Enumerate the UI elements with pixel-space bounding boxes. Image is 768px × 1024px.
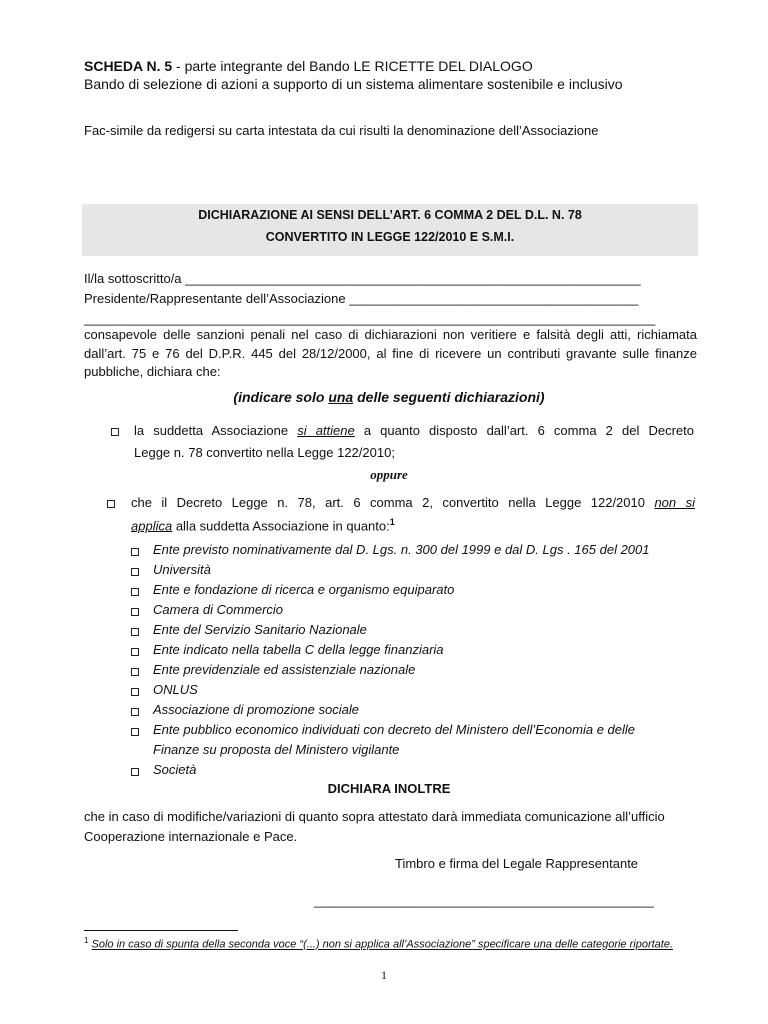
option2-line1 — [131, 494, 695, 512]
checkbox-icon — [131, 548, 139, 556]
option2-line2 — [131, 513, 395, 535]
instruction-line — [84, 389, 694, 405]
checkbox-icon — [131, 568, 139, 576]
footnote-ref: 1 — [389, 517, 395, 527]
category-item: Ente e fondazione di ricerca e organismo equiparato — [153, 582, 455, 597]
dichiara-inoltre-heading: DICHIARA INOLTRE — [327, 781, 451, 796]
declaration-title-line2: CONVERTITO IN LEGGE 122/2010 E S.M.I. — [265, 230, 515, 244]
checkbox-icon — [131, 708, 139, 716]
option1-post: a quanto disposto dall’art. 6 comma 2 del Decreto — [354, 423, 694, 438]
option1-em: si attiene — [297, 423, 355, 438]
signature-label: Timbro e firma del Legale Rappresentante — [395, 856, 639, 871]
category-item: ONLUS — [153, 682, 198, 697]
category-item: Ente del Servizio Sanitario Nazionale — [153, 622, 367, 637]
category-item: Ente previsto nominativamente dal D. Lgs. n. 300 del 1999 e dal D. Lgs . 165 del 2001 — [153, 542, 650, 557]
instruction-post: delle seguenti dichiarazioni) — [353, 389, 545, 405]
category-item: Associazione di promozione sociale — [153, 702, 359, 717]
instruction-una: una — [328, 389, 354, 405]
checkbox-icon — [131, 608, 139, 616]
category-item: Ente indicato nella tabella C della legge finanziaria — [153, 642, 444, 657]
category-item: Ente pubblico economico individuati con decreto del Ministero dell’Economia e delle — [153, 722, 636, 737]
checkbox-icon — [131, 588, 139, 596]
scheda-number: SCHEDA N. 5 — [84, 58, 173, 74]
sottoscritto-field: Il/la sottoscritto/a _______________________________________________________________ — [84, 271, 641, 286]
option1-line1 — [134, 422, 694, 440]
declaration-title-line1: DICHIARAZIONE AI SENSI DELL’ART. 6 COMMA 2 DEL D.L. N. 78 — [198, 208, 582, 222]
instruction-pre: (indicare solo — [233, 389, 329, 405]
closing-line1: che in caso di modifiche/variazioni di quanto sopra attestato darà immediata comunicazione all’ufficio — [84, 809, 665, 824]
checkbox-icon — [111, 428, 119, 436]
scheda-heading — [84, 58, 533, 74]
option2-pre: che il Decreto Legge n. 78, art. 6 comma 2, convertito nella Legge 122/2010 — [131, 495, 655, 510]
facsimile-note: Fac-simile da redigersi su carta intestata da cui risulti la denominazione dell’Associazione — [84, 123, 599, 138]
category-item: Università — [153, 562, 211, 577]
checkbox-icon — [131, 648, 139, 656]
option2-post: alla suddetta Associazione in quanto: — [172, 518, 390, 534]
option2-em2: applica — [131, 518, 173, 534]
bando-subtitle: Bando di selezione di azioni a supporto di un sistema alimentare sostenibile e inclusivo — [84, 76, 623, 92]
page-number: 1 — [381, 968, 387, 982]
footnote-text: Solo in caso di spunta della seconda voce “(...) non si applica all’Associazione” specificare una delle categorie riportate. — [91, 938, 674, 951]
category-item: Ente previdenziale ed assistenziale nazionale — [153, 662, 416, 677]
checkbox-icon — [131, 728, 139, 736]
category-item: Società — [153, 762, 197, 777]
consapevole-paragraph: consapevole delle sanzioni penali nel caso di dichiarazioni non veritiere e falsità degli atti, richiamata dall’art. 75 e 76 del D.P.R. 445 del 28/12/2000, al fine di ricevere un contributi gravante sulle finanze pubbliche, dichiara che: — [84, 327, 697, 379]
declaration-title-box — [82, 204, 698, 256]
checkbox-icon — [131, 668, 139, 676]
checkbox-icon — [131, 768, 139, 776]
presidente-field: Presidente/Rappresentante dell’Associazione ________________________________________ — [84, 291, 639, 306]
footnote — [84, 934, 694, 952]
category-item: Finanze su proposta del Ministero vigilante — [153, 742, 400, 757]
option1-line2: Legge n. 78 convertito nella Legge 122/2010; — [134, 445, 395, 460]
option1-pre: la suddetta Associazione — [134, 423, 298, 438]
blank-field-line: _______________________________________________________________________________ — [84, 311, 656, 326]
oppure-label: oppure — [370, 467, 408, 482]
option2-em1: non si — [654, 495, 695, 510]
signature-line: _______________________________________________ — [314, 893, 654, 908]
checkbox-icon — [131, 688, 139, 696]
checkbox-icon — [107, 500, 115, 508]
scheda-description: - parte integrante del Bando LE RICETTE DEL DIALOGO — [172, 58, 533, 74]
checkbox-icon — [131, 628, 139, 636]
footnote-mark: 1 — [84, 936, 89, 945]
closing-line2: Cooperazione internazionale e Pace. — [84, 829, 298, 844]
footnote-rule — [84, 930, 238, 931]
category-item: Camera di Commercio — [153, 602, 284, 617]
